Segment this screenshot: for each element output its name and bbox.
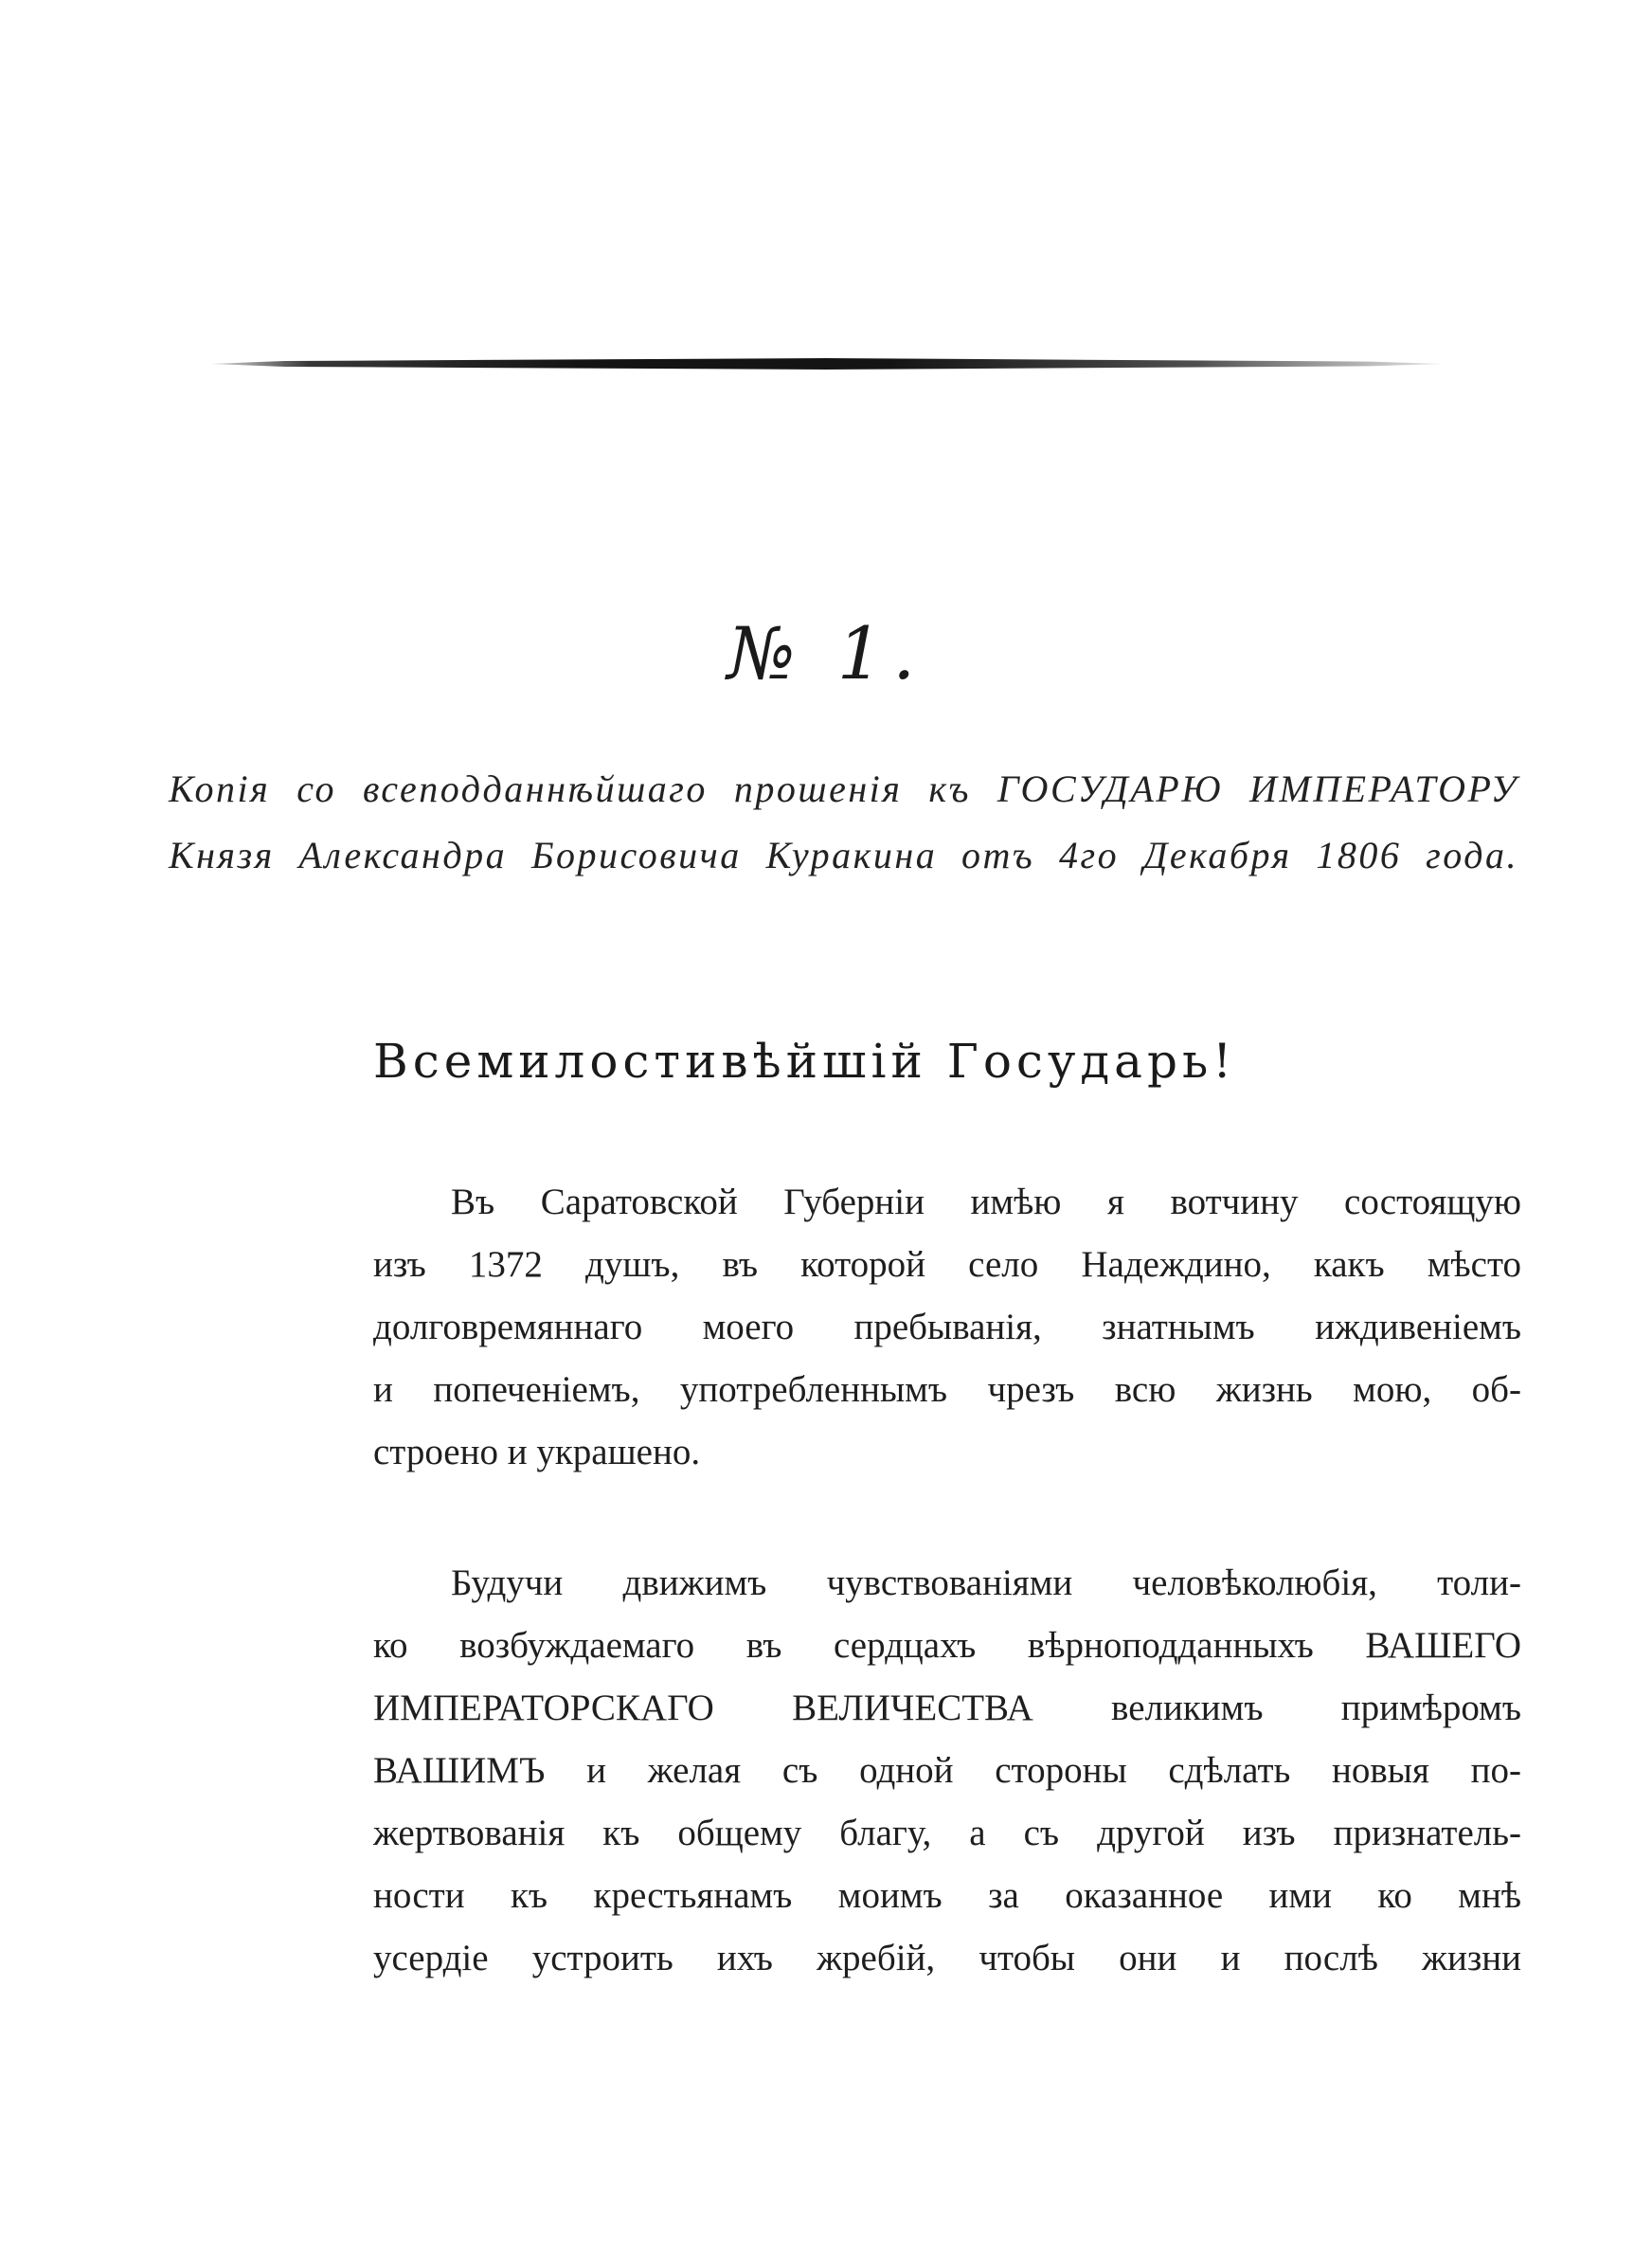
salutation: Всемилостивѣйшій Государь!: [373, 1034, 1237, 1089]
document-number: № 1.: [727, 611, 925, 695]
paragraph-line: строено и украшено.: [373, 1432, 701, 1472]
paragraph-line: изъ 1372 душъ, въ которой село Надеждино, какъ мѣсто: [373, 1244, 1521, 1285]
paragraph-1: [373, 1171, 1521, 1484]
paragraph-2: [373, 1552, 1521, 1990]
paragraph-line: ко возбуждаемаго въ сердцахъ вѣрноподданныхъ ВАШЕГО: [373, 1625, 1521, 1666]
paragraph-line: ности къ крестьянамъ моимъ за оказанное ими ко мнѣ: [373, 1875, 1521, 1916]
paragraph-line: ИМПЕРАТОРСКАГО ВЕЛИЧЕСТВА великимъ примѣромъ: [373, 1688, 1521, 1728]
paragraph-line: долговремяннаго моего пребыванія, знатнымъ иждивеніемъ: [373, 1307, 1521, 1347]
paragraph-line: Въ Саратовской Губерніи имѣю я вотчину состоящую: [451, 1182, 1521, 1222]
heading-line-2: Князя Александра Борисовича Куракина отъ 4го Декабря 1806 года.: [169, 834, 1518, 876]
paragraph-line: усердіе устроить ихъ жребій, чтобы они и послѣ жизни: [373, 1938, 1521, 1978]
paragraph-line: жертвованія къ общему благу, а съ другой изъ признатель-: [373, 1813, 1521, 1853]
heading-line-1: Копія со всеподданнѣйшаго прошенія къ ГОСУДАРЮ ИМПЕРАТОРУ: [169, 767, 1518, 810]
paragraph-line: и попеченіемъ, употребленнымъ чрезъ всю жизнь мою, об-: [373, 1369, 1521, 1410]
ornamental-rule: [210, 358, 1444, 370]
paragraph-line: Будучи движимъ чувствованіями человѣколюбія, толи-: [451, 1562, 1521, 1603]
paragraph-line: ВАШИМЪ и желая съ одной стороны сдѣлать новыя по-: [373, 1750, 1521, 1791]
